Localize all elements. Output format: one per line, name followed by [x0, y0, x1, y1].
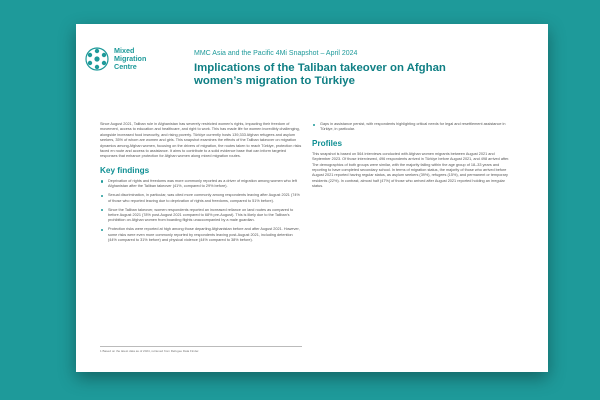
- key-findings-heading: Key findings: [100, 165, 150, 175]
- left-column: [100, 122, 302, 247]
- key-findings-list: [100, 179, 302, 244]
- key-finding-item: Since the Taliban takeover, women respondents reported an increased reliance on land routes as compared to before August 2021 (78% post-August 2021 compared to 68% pre-August). This is likely due to the Taliban’s prohibition on Afghan women from boarding flights unaccompanied by a male guardian.: [100, 208, 302, 224]
- key-finding-item: Gaps in assistance persist, with respondents highlighting critical needs for legal and resettlement assistance in Türkiye, in particular.: [312, 122, 514, 133]
- document-page: [76, 24, 548, 372]
- footnote: 1 Based on the latest data as of 2024, retrieved from Refugee Data Finder.: [100, 346, 302, 353]
- key-finding-item: Deprivation of rights and freedoms was more commonly reported as a driver of migration among women who left Afghanistan after the Taliban takeover (41%, compared to 29% before).: [100, 179, 302, 190]
- page-title: Implications of the Taliban takeover on Afghan women’s migration to Türkiye: [194, 62, 446, 87]
- profiles-heading: Profiles: [312, 138, 343, 148]
- logo-line-3: Centre: [114, 62, 137, 71]
- logo-line-2: Migration: [114, 54, 147, 63]
- key-finding-item: Sexual discrimination, in particular, was cited more commonly among respondents leaving after August 2021 (74% of those who reported leaving due to deprivation of rights and freedoms, compared to 51% before).: [100, 193, 302, 204]
- intro-paragraph: Since August 2021, Taliban rule in Afghanistan has severely restricted women’s rights, impacting their freedom of movement, access to education and healthcare, and right to work. This has made life for women incredibly challenging, alongside increased food insecurity, and rising poverty. Türkiye currently hosts 139,333 Afghan refugees and asylum seekers, 35% of whom are women and girls. This snapshot examines the effects of the Taliban takeover on migration dynamics among Afghan women, focusing on the drivers of migration, the routes taken to reach Türkiye, protection risks faced en route and access to assistance. It aims to contribute to a solid evidence base that can inform targeted responses that enhance protection for Afghan women along mixed migration routes.: [100, 122, 302, 159]
- mmc-logo-text: [114, 47, 146, 71]
- right-bullet-list: [312, 122, 514, 133]
- key-finding-item: Protection risks were reported at high among those departing Afghanistan before and after August 2021. However, some risks were even more commonly reported by respondents leaving post-August 2021, including detention (44% compared to 31% before) and physical violence (44% compared to 38% before).: [100, 227, 302, 243]
- mmc-logo: [84, 46, 146, 72]
- snapshot-subtitle: MMC Asia and the Pacific 4Mi Snapshot – April 2024: [194, 50, 358, 57]
- right-column: [312, 122, 514, 193]
- profiles-paragraph: This snapshot is based on 564 interviews conducted with Afghan women migrants between August 2021 and September 2023. Of those interviewed, 496 respondents arrived in Türkiye before August 2021, and 498 arrived after. The demographics of both groups were similar, with the majority falling within the age group of 18–33 years and reporting to have completed secondary school. In terms of migration status, the majority of those who arrived before August 2021 reported having regular status, as asylum seekers (39%), refugees (15%), and permanent or temporary residents (22%). In contrast, almost half (47%) of those who arrived after August 2021 reported holding an irregular status.: [312, 151, 510, 189]
- logo-line-1: Mixed: [114, 46, 135, 55]
- mmc-logo-mark-icon: [84, 46, 110, 72]
